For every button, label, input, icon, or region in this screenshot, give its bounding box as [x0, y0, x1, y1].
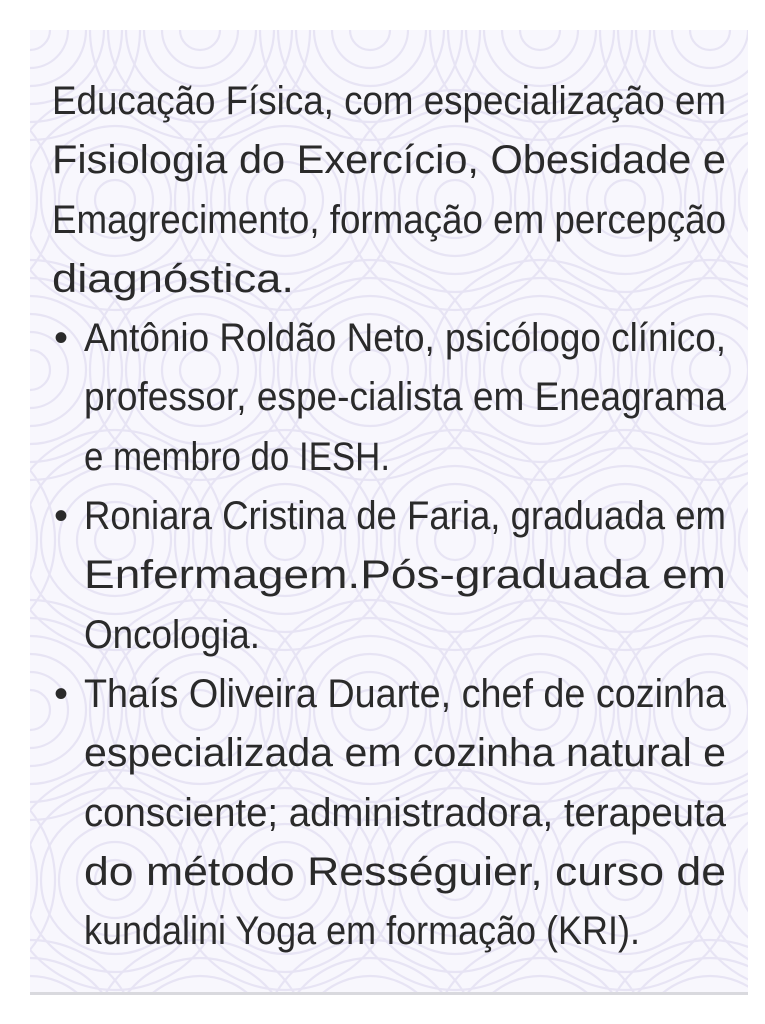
bullet-icon: •: [54, 316, 69, 361]
text-line: diagnóstica.: [52, 256, 294, 301]
text-line: do método Rességuier, curso de: [84, 849, 726, 894]
text-line: Oncologia.: [84, 612, 260, 657]
pattern-ring: [739, 824, 748, 936]
text-line: Enfermagem.Pós-graduada em: [84, 553, 726, 598]
intro-paragraph: [52, 72, 726, 309]
list-item: [52, 309, 726, 487]
text-line: Fisiologia do Exercício, Obesidade e: [52, 138, 726, 183]
text-line: e membro do IESH.: [84, 434, 390, 479]
text-line: Thaís Oliveira Duarte, chef de cozinha: [84, 671, 726, 716]
pattern-ring: [30, 30, 50, 50]
bio-text: [52, 72, 726, 961]
pattern-ring: [520, 30, 560, 50]
pattern-ring: [30, 350, 50, 390]
pattern-ring: [350, 30, 390, 50]
text-line: especializada em cozinha natural e: [84, 731, 726, 776]
text-line: Emagrecimento, formação em percepção: [52, 197, 726, 242]
pattern-ring: [690, 30, 730, 50]
list-item: [52, 665, 726, 961]
pattern-ring: [739, 144, 748, 256]
text-card: [30, 30, 748, 992]
text-line: Educação Física, com especialização em: [52, 79, 726, 123]
pattern-ring: [30, 690, 50, 730]
text-line: consciente; administradora, terapeuta: [84, 790, 726, 835]
pattern-ring: [739, 484, 748, 596]
pattern-ring: [180, 30, 220, 50]
bullet-icon: •: [54, 671, 69, 716]
pattern-ring: [618, 958, 748, 992]
text-line: Roniara Cristina de Faria, graduada em: [84, 494, 726, 539]
text-line: kundalini Yoga em formação (KRI).: [84, 909, 640, 954]
text-line: Antônio Roldão Neto, psicólogo clínico,: [84, 316, 726, 361]
list-item: [52, 487, 726, 665]
text-line: professor, espe-cialista em Eneagrama: [84, 375, 726, 420]
bullet-icon: •: [54, 494, 69, 539]
